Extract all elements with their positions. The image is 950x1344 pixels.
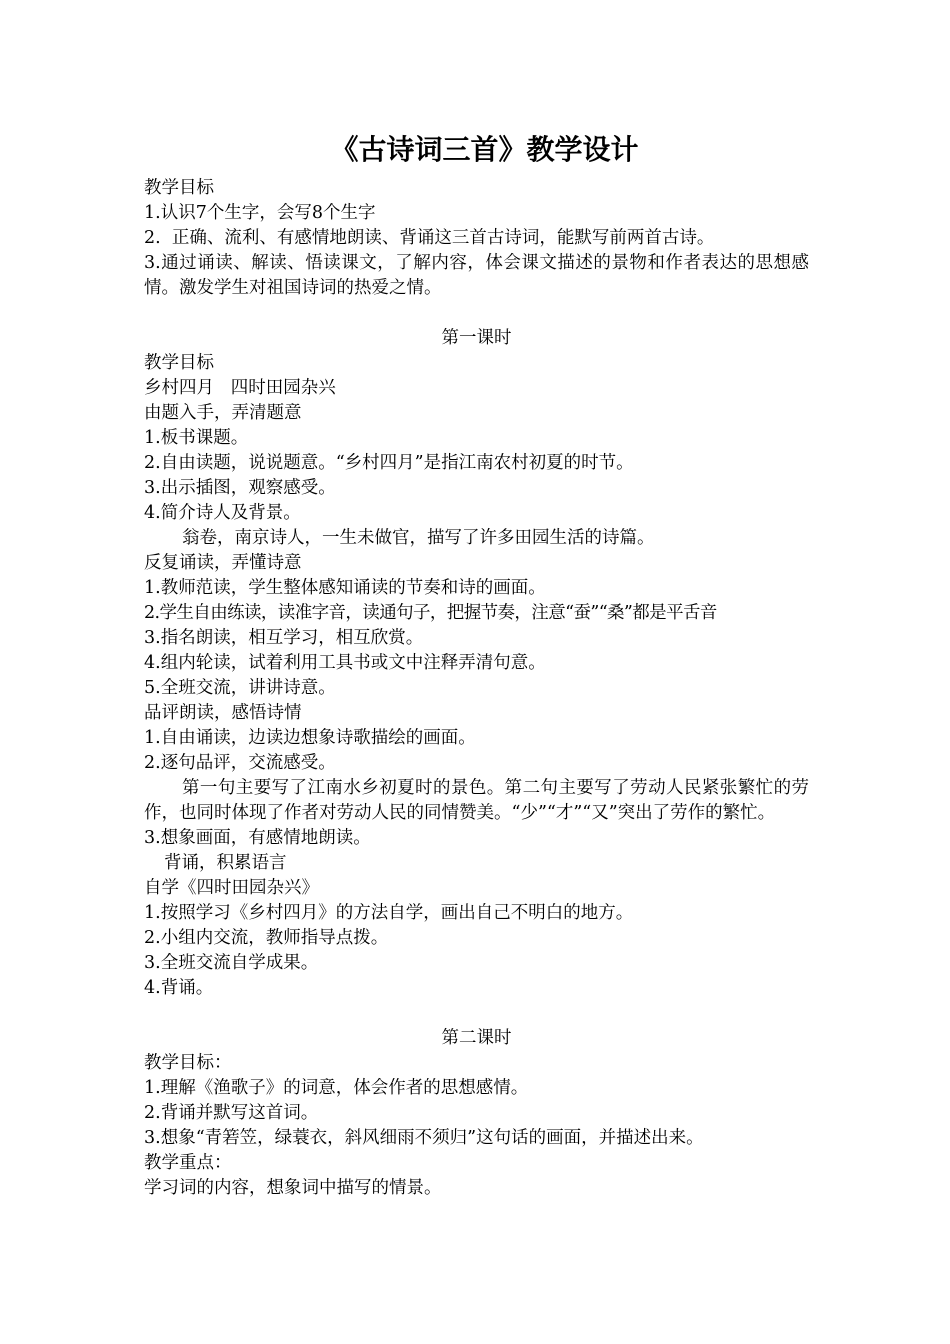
list-item: 3.想象画面，有感情地朗读。: [144, 828, 371, 848]
lesson2-focus-heading: 教学重点：: [144, 1153, 232, 1173]
lesson1-poems: 乡村四月 四时田园杂兴: [144, 378, 336, 398]
spacer: [144, 1001, 809, 1026]
list-item: 4.组内轮读，试着利用工具书或文中注释弄清句意。: [144, 653, 546, 673]
list-item: 2.小组内交流，教师指导点拨。: [144, 928, 389, 948]
list-item: 4.背诵。: [144, 978, 214, 998]
lesson1-heading: 第一课时: [441, 328, 512, 348]
spacer: [144, 301, 809, 326]
list-item: 2.自由读题，说说题意。“乡村四月”是指江南农村初夏的时节。: [144, 453, 634, 473]
section-heading: 反复诵读，弄懂诗意: [144, 553, 302, 573]
list-item: 1.板书课题。: [144, 428, 249, 448]
list-item: 1.自由诵读，边读边想象诗歌描绘的画面。: [144, 728, 476, 748]
poet-note: 翁卷，南京诗人，一生未做官，描写了许多田园生活的诗篇。: [182, 528, 655, 548]
section-heading: 品评朗读，感悟诗情: [144, 703, 302, 723]
lesson2-heading: 第二课时: [441, 1028, 512, 1048]
list-item: 3.指名朗读，相互学习，相互欣赏。: [144, 628, 424, 648]
list-item: 1.教师范读，学生整体感知诵读的节奏和诗的画面。: [144, 578, 546, 598]
list-item: 2.背诵并默写这首词。: [144, 1103, 319, 1123]
goal-item: 1.认识7个生字，会写8个生字: [144, 203, 376, 223]
document-title: 《古诗词三首》教学设计: [330, 133, 639, 166]
section-heading: 由题入手，弄清题意: [144, 403, 302, 423]
list-item: 3.出示插图，观察感受。: [144, 478, 336, 498]
list-item: 1.理解《渔歌子》的词意，体会作者的思想感情。: [144, 1078, 529, 1098]
goals-heading: 教学目标: [144, 178, 214, 198]
lesson2-goals-heading: 教学目标：: [144, 1053, 232, 1073]
list-item: 4.简介诗人及背景。: [144, 503, 301, 523]
section-heading: 自学《四时田园杂兴》: [144, 878, 319, 898]
list-item: 5.全班交流，讲讲诗意。: [144, 678, 336, 698]
goal-item: 3.通过诵读、解读、悟读课文，了解内容，体会课文描述的景物和作者表达的思想感情。激发学生对祖国诗词的热爱之情。: [144, 253, 809, 298]
section-heading: 背诵，积累语言: [164, 853, 287, 873]
analysis-paragraph: 第一句主要写了江南水乡初夏时的景色。第二句主要写了劳动人民紧张繁忙的劳作，也同时体现了作者对劳动人民的同情赞美。“少”“才”“又”突出了劳作的繁忙。: [144, 778, 809, 823]
list-item: 3.全班交流自学成果。: [144, 953, 319, 973]
goal-item: 2. 正确、流利、有感情地朗读、背诵这三首古诗词，能默写前两首古诗。: [144, 228, 715, 248]
list-item: 1.按照学习《乡村四月》的方法自学，画出自己不明白的地方。: [144, 903, 634, 923]
list-item: 2.逐句品评，交流感受。: [144, 753, 336, 773]
list-item: 2.学生自由练读，读准字音，读通句子，把握节奏，注意“蚕”“桑”都是平舌音: [144, 603, 717, 623]
lesson2-focus: 学习词的内容，想象词中描写的情景。: [144, 1178, 442, 1198]
lesson1-goals-heading: 教学目标: [144, 353, 214, 373]
document-body: [144, 130, 809, 1201]
list-item: 3.想象“青箬笠，绿蓑衣，斜风细雨不须归”这句话的画面，并描述出来。: [144, 1128, 704, 1148]
